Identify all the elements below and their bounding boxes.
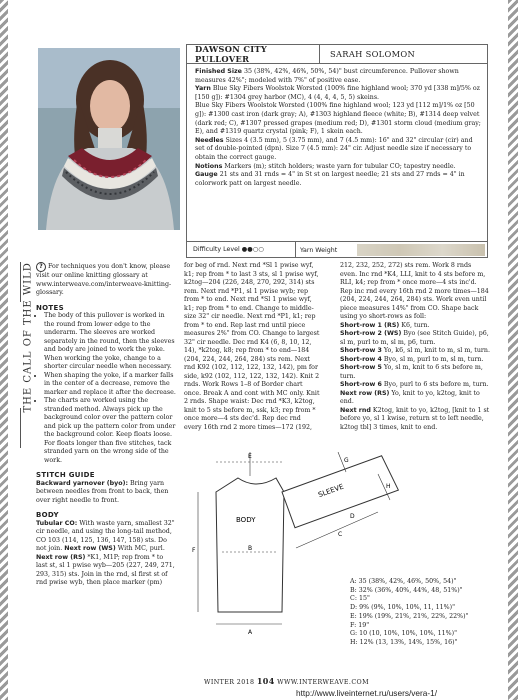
page-number: 104 <box>256 676 275 686</box>
pattern-specs <box>195 68 483 188</box>
notes-list <box>36 312 176 465</box>
section-title-vertical: THE CALL OF THE WILD <box>22 262 34 413</box>
measurement-item: G: 10 (10, 10%, 10%, 10%, 11%)" <box>350 630 457 638</box>
short-row-6: Short-row 6 Byo, purl to 6 sts before m, turn. <box>340 381 489 388</box>
body-instructions-cont: for beg of rnd. Next rnd *Sl 1 pwise wyf, k1; rep from * to last 3 sts, sl 1 pwise wyf, k2tog—204 (226, 248, 270, 292, 314) sts rem. Next rnd *P1, sl 1 pwise wyb; rep from * to end. Next rnd *Sl 1 pwise wyf, k1; rep from * to end. Change to middle-size 32" cir needle. Next rnd *P1, k1; rep from * to end. Rep last rnd until piece measures 2%" from CO. Change to largest 32" cir needle. Dec rnd K4 (6, 8, 10, 12, 14), *k2tog, k8; rep from * to end—184 (204, 224, 244, 264, 284) sts rem. Next rnd K92 (102, 112, 122, 132, 142), pm for side, k92 (102, 112, 122, 132, 142). Knit 2 rnds. Work Rows 1–8 of Border chart once. Break A and cont with MC only. Knit 2 rnds. Shape waist: Dec rnd *K3, k2tog, knit to 5 sts before m, ssk, k3; rep from * once more—4 sts dec'd. Rep dec rnd every 16th rnd 2 more times—172 (192, <box>184 262 320 431</box>
body-instructions: Tubular CO: With waste yarn, smallest 32" cir needle, and using the long-tail method, CO 103 (114, 125, 136, 147, 158) sts. Do not join. Next row (WS) With MC, purl. Next row (RS) *K1, M1P; rep from * to last st, sl 1 pwise wyb—205 (227, 249, 271, 293, 315) sts. Join in the rnd, sl first st of rnd pwise wyb, then place marker (pm) <box>36 519 175 586</box>
designer-name: SARAH SOLOMON <box>319 45 415 63</box>
next-rnd: Next rnd K2tog, knit to yo, k2tog, [knit to 1 st before yo, sl 1 kwise, return st to left needle, k2tog tbl] 3 times, knit to end. <box>340 406 490 431</box>
issue-label: WINTER 2018 <box>204 679 255 686</box>
measurement-item: E: 19% (19%, 21%, 21%, 22%, 22%)" <box>350 612 469 620</box>
short-row-1: Short-row 1 (RS) K6, turn. <box>340 321 430 329</box>
column-3 <box>340 262 490 432</box>
short-row-3: Short-row 3 Yo, k6, sl m, knit to m, sl m, turn. <box>340 347 490 354</box>
watermark-url: http://www.liveinternet.ru/users/vera-1/ <box>296 688 438 698</box>
next-row: Next row (RS) Yo, knit to yo, k2tog, knit to end. <box>340 389 480 405</box>
pattern-info-box <box>186 44 488 258</box>
glossary-tip: ? For techniques you don't know, please visit our online knitting glossary at www.interweave.com/interweave-knitting-glossary. <box>36 263 172 296</box>
side-label-rule <box>20 408 21 448</box>
model-photo <box>38 48 180 230</box>
difficulty-dots-icon: ●●○○ <box>241 246 264 253</box>
info-footer <box>187 241 487 258</box>
measurement-item: H: 12% (13, 13%, 14%, 15%, 16)" <box>350 638 458 646</box>
needles-spec: Needles Sizes 4 (3.5 mm), 5 (3.75 mm), and 7 (4.5 mm): 16" and 32" circular (cir) and set of double-pointed (dpn). Size 7 (4.5 mm): 24" cir. Adjust needle size if necessary to obtain the correct gauge. <box>195 136 473 161</box>
list-item: • When shaping the yoke, if a marker falls in the center of a decrease, remove the marker and replace it after the decrease. <box>44 372 176 398</box>
body-instructions-cont: 212, 232, 252, 272) sts rem. Work 8 rnds even. Inc rnd *K4, LLI, knit to 4 sts before m, RLI, k4; rep from * once more—4 sts inc'd. Rep inc rnd every 16th rnd 2 more times—184 (204, 224, 244, 264, 284) sts. Work even until piece measures 14%" from CO. Shape back using yo short-rows as foll: <box>340 262 489 320</box>
schematic-letter: E <box>248 453 252 460</box>
schematic-letter: D <box>350 513 355 520</box>
stitch-guide-entry: Backward yarnover (byo): Bring yarn between needles from front to back, then over right needle to front. <box>36 479 169 504</box>
notes-heading: NOTES <box>36 303 64 312</box>
column-1 <box>36 262 176 588</box>
difficulty-level: Difficulty Level ●●○○ <box>187 242 296 258</box>
schematic-sleeve-label: SLEEVE <box>317 482 345 500</box>
gauge-spec: Gauge 21 sts and 31 rnds = 4" in St st on largest needle; 21 sts and 27 rnds = 4" in colorwork patt on largest needle. <box>195 171 465 187</box>
left-stripe-border <box>0 0 8 700</box>
measurement-item: A: 35 (38%, 42%, 46%, 50%, 54)" <box>350 578 457 585</box>
yarn-spec-contrast: Blue Sky Fibers Woolstok Worsted (100% fine highland wool; 123 yd [112 m]/1% oz [50 g]): #1300 cast iron (dark gray; A), #1303 highland fleece (white; B), #1314 deep velvet (dark red; C), #1307 pressed grapes (medium red; D), #1301 storm cloud (medium gray; E), and #1319 quartz crystal (pink; F), 1 skein each. <box>195 102 481 136</box>
side-label <box>13 262 34 420</box>
measurement-item: D: 9% (9%, 10%, 10%, 11, 11%)" <box>350 604 455 612</box>
pattern-header <box>187 45 487 64</box>
list-item: • The charts are worked using the stranded method. Always pick up the background color over the pattern color and pick up the pattern color from under the background color. Keep floats loose. For floats longer than five stitches, tack stranded yarn on the wrong side of the work. <box>44 397 176 465</box>
body-heading: BODY <box>36 511 59 519</box>
page-footer <box>204 676 369 686</box>
yarn-spec: Yarn Blue Sky Fibers Woolstok Worsted (100% fine highland wool; 370 yd [338 m]/5% oz [150 g]): #1304 grey harbor (MC), 4 (4, 4, 4, 5, 5) skeins. <box>195 85 481 101</box>
notions-spec: Notions Markers (m); stitch holders; waste yarn for tubular CO; tapestry needle. <box>195 162 456 170</box>
schematic-letter: C <box>338 531 343 538</box>
measurement-item: B: 32% (36%, 40%, 44%, 48, 51%)" <box>350 586 463 594</box>
short-row-2: Short-row 2 (WS) Byo (see Stitch Guide), p6, sl m, purl to m, sl m, p6, turn. <box>340 330 489 346</box>
short-row-4: Short-row 4 Byo, sl m, purl to m, sl m, turn. <box>340 355 484 363</box>
stitch-guide-heading: STITCH GUIDE <box>36 471 95 479</box>
yarn-weight: Yarn Weight <box>300 246 338 254</box>
list-item: • The body of this pullover is worked in the round from lower edge to the underarm. The sleeves are worked separately in the round, then the sleeves and body are joined to work the yoke. When working the yoke, change to a shorter circular needle when necessary. <box>44 312 176 372</box>
yarn-swatch-image <box>357 244 485 256</box>
measurements-list <box>350 578 490 648</box>
pattern-name: DAWSON CITY PULLOVER <box>195 44 268 64</box>
question-icon: ? <box>36 262 46 272</box>
site-label: WWW.INTERWEAVE.COM <box>277 679 369 686</box>
schematic-letter: G <box>344 457 349 464</box>
measurement-item: C: 15" <box>350 595 370 603</box>
schematic-letter: A <box>248 629 253 636</box>
schematic-letter: B <box>248 545 253 552</box>
column-2 <box>184 262 320 432</box>
measurement-item: F: 19" <box>350 621 370 629</box>
schematic-body-label: BODY <box>236 516 256 524</box>
schematic-letter: F <box>192 547 196 554</box>
short-row-5: Short-row 5 Yo, sl m, knit to 6 sts before m, turn. <box>340 364 483 380</box>
side-label-rule <box>20 262 21 302</box>
finished-size-spec: Finished Size 35 (38%, 42%, 46%, 50%, 54)" bust circumference. Pullover shown measures 42%"; modeled with 7%" of positive ease. <box>195 68 459 84</box>
right-stripe-border <box>508 0 518 700</box>
schematic-letter: H <box>386 483 391 490</box>
